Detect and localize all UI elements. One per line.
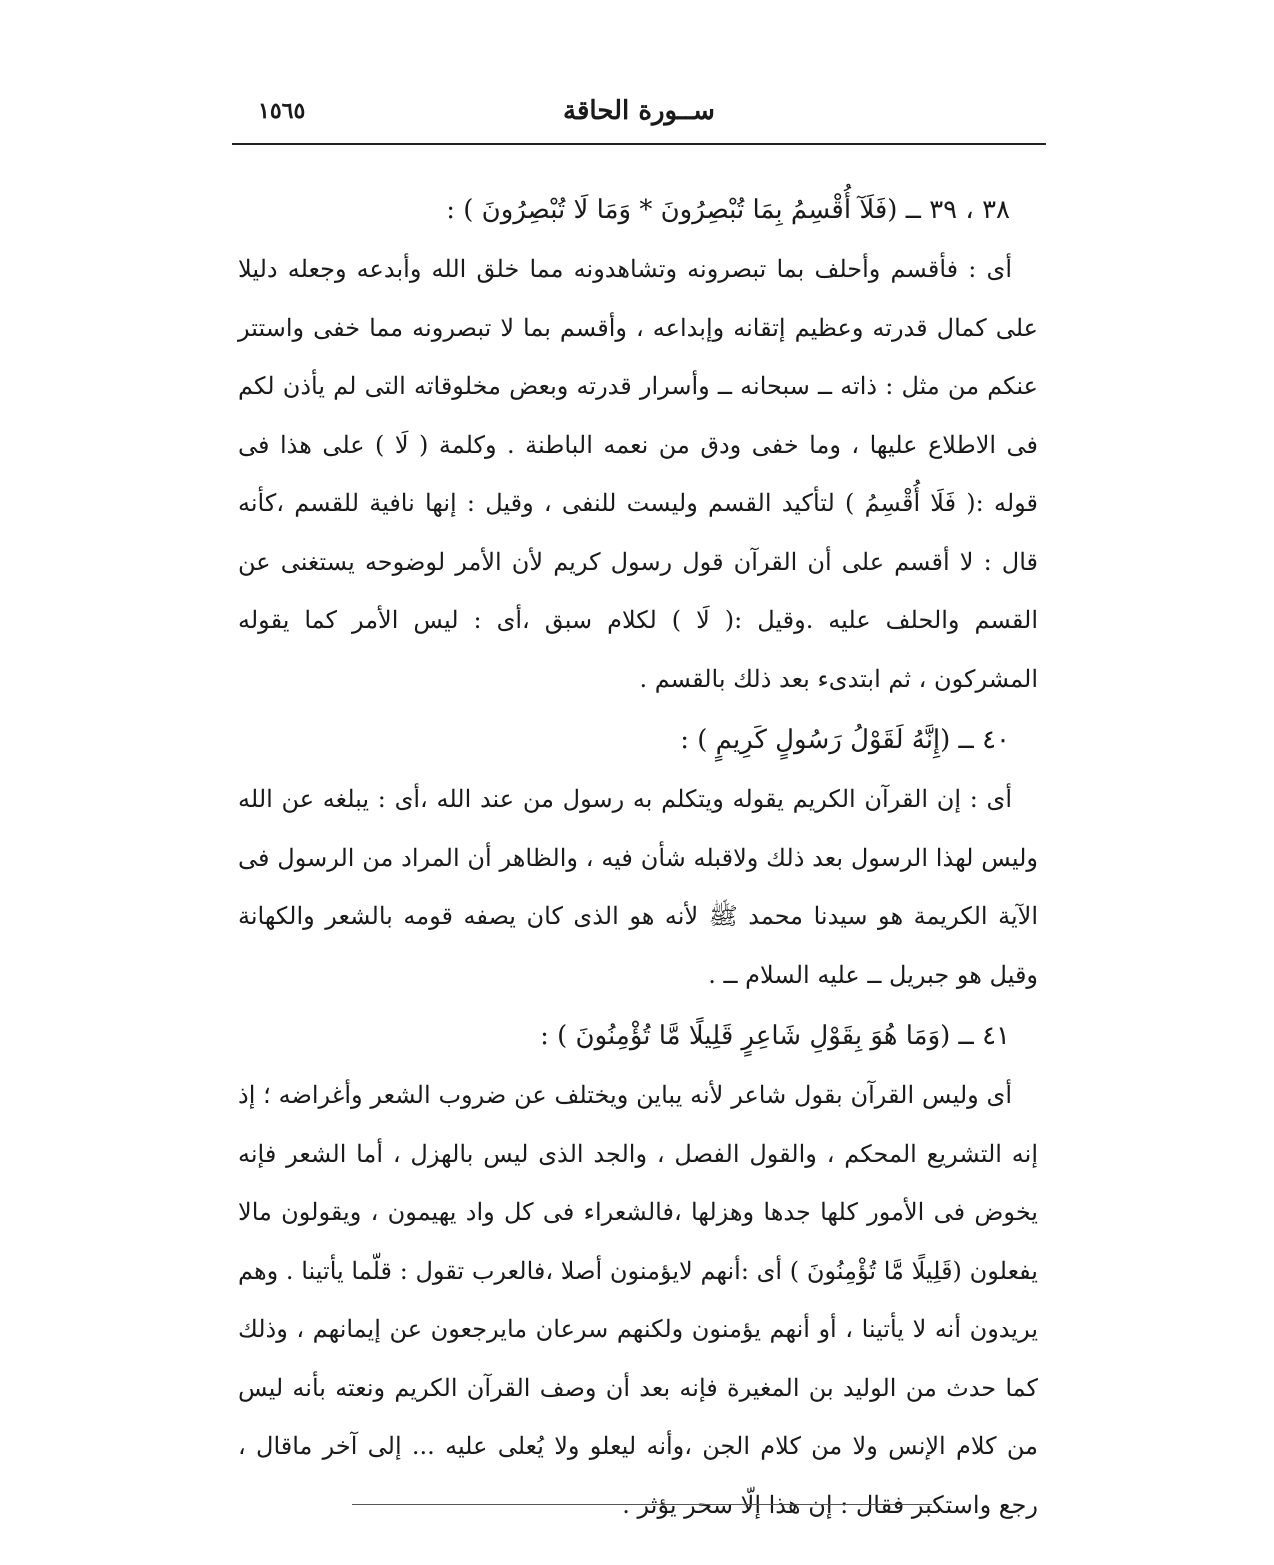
verse-heading-40: ٤٠ ــ (إِنَّهُ لَقَوْلُ رَسُولٍ كَرِيمٍ ) : [680, 725, 1010, 755]
page-number: ١٥٦٥ [258, 98, 306, 124]
verse-heading-38-39: ٣٨ ، ٣٩ ــ (فَلَآ أُقْسِمُ بِمَا تُبْصِرُونَ * وَمَا لَا تُبْصِرُونَ ) : [446, 195, 1010, 225]
surah-title: ســورة الحاقة [563, 96, 715, 126]
commentary-paragraph-3: أى وليس القرآن بقول شاعر لأنه يباين ويختلف عن ضروب الشعر وأغراضه ؛ إذ إنه التشريع المحكم ، والقول الفصل ، والجد الذى ليس بالهزل ، أما الشعر فإنه يخوض فى الأمور كلها جدها وهزلها ،فالشعراء فى كل واد يهيمون ، ويقولون مالا يفعلون (قَلِيلًا مَّا تُؤْمِنُونَ ) أى :أنهم لايؤمنون أصلا ،فالعرب تقول : قلّما يأتينا . وهم يريدون أنه لا يأتينا ، أو أنهم يؤمنون ولكنهم سرعان مايرجعون عن إيمانهم ، وذلك كما حدث من الوليد بن المغيرة فإنه بعد أن وصف القرآن الكريم ونعته بأنه ليس من كلام الإنس ولا من كلام الجن ،وأنه ليعلو ولا يُعلى عليه ... إلى آخر ماقال ، رجع واستكبر فقال : إن هذا إلّا سحر يؤثر . [238, 1081, 1038, 1519]
page-header [232, 96, 1046, 136]
footer-divider [352, 1504, 932, 1505]
commentary-paragraph-2: أى : إن القرآن الكريم يقوله ويتكلم به رسول من عند الله ،أى : يبلغه عن الله وليس لهذا الرسول بعد ذلك ولاقبله شأن فيه ، والظاهر أن المراد من الرسول فى الآية الكريمة هو سيدنا محمد ﷺ لأنه هو الذى كان يصفه قومه بالشعر والكهانة وقيل هو جبريل ــ عليه السلام ــ . [238, 785, 1038, 989]
verse-heading-41: ٤١ ــ (وَمَا هُوَ بِقَوْلِ شَاعِرٍ قَلِيلًا مَّا تُؤْمِنُونَ ) : [540, 1021, 1010, 1051]
commentary-paragraph-1: أى : فأقسم وأحلف بما تبصرونه وتشاهدونه مما خلق الله وأبدعه وجعله دليلا على كمال قدرته وعظيم إتقانه وإبداعه ، وأقسم بما لا تبصرونه مما خفى واستتر عنكم من مثل : ذاته ــ سبحانه ــ وأسرار قدرته وبعض مخلوقاته التى لم يأذن لكم فى الاطلاع عليها ، وما خفى ودق من نعمه الباطنة . وكلمة ( لَا ) على هذا فى قوله :( فَلَا أُقْسِمُ ) لتأكيد القسم وليست للنفى ، وقيل : إنها نافية للقسم ،كأنه قال : لا أقسم على أن القرآن قول رسول كريم لأن الأمر لوضوحه يستغنى عن القسم والحلف عليه .وقيل :( لَا ) لكلام سبق ،أى : ليس الأمر كما يقوله المشركون ، ثم ابتدىء بعد ذلك بالقسم . [238, 255, 1038, 693]
header-divider [232, 143, 1046, 145]
page-body [238, 180, 1038, 1536]
